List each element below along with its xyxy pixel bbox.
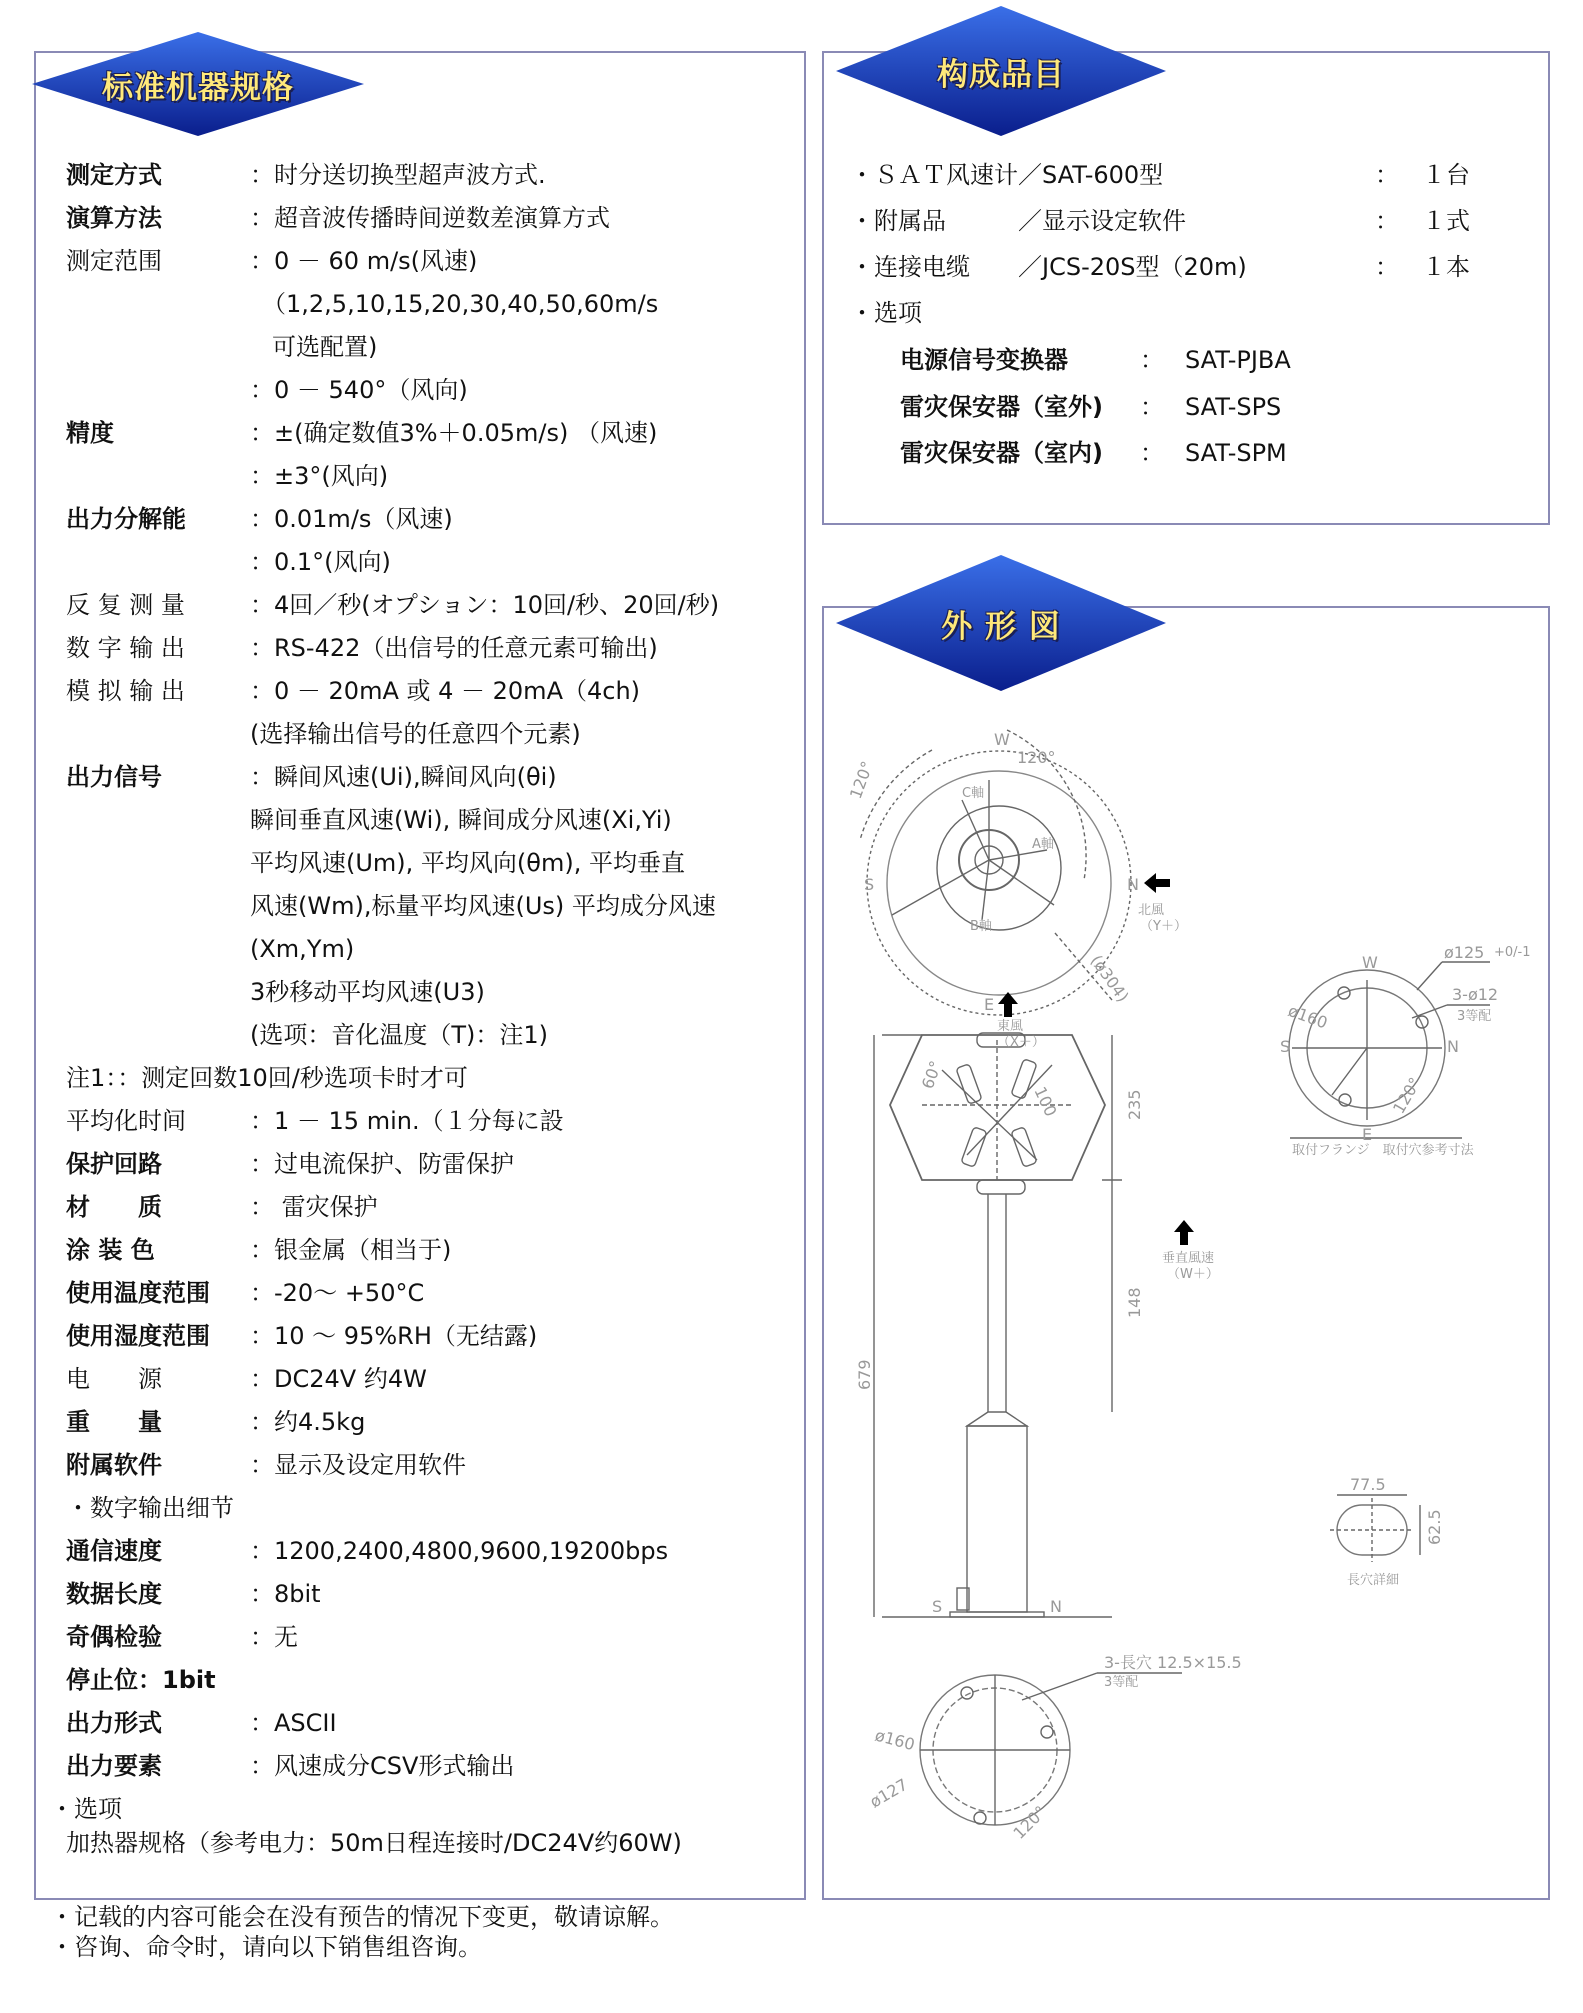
top-n-label: N [1127, 875, 1139, 894]
digital-label: 出力要素 [66, 1752, 162, 1780]
spec-value: 瞬间垂直风速(Wi), 瞬间成分风速(Xi,Yi) [250, 806, 672, 834]
spec-title: 标准机器规格 [102, 69, 294, 106]
component-sep: ： [1375, 207, 1399, 235]
flange-w: W [1362, 953, 1378, 972]
spec-value: 3秒移动平均风速(U3) [250, 978, 485, 1006]
spec-value: ：RS-422（出信号的任意元素可输出) [250, 634, 658, 662]
spec-value: 可选配置) [272, 333, 378, 361]
side-angle: 60° [917, 1058, 946, 1092]
vertical-wind-arrow-icon [1174, 1220, 1194, 1245]
east-wind-sub: （X＋） [997, 1035, 1045, 1050]
flange-n: N [1447, 1037, 1459, 1056]
side-h2: 148 [1125, 1287, 1144, 1318]
base-eq: 3等配 [1104, 1675, 1139, 1690]
footer-note-2: ・咨询、命令时，请向以下销售组咨询。 [50, 1933, 482, 1961]
side-len: 100 [1030, 1083, 1061, 1120]
flange-d160: ø160 [1285, 1000, 1331, 1033]
spec-value: ：1 － 15 min.（１分每に設 [250, 1107, 564, 1135]
base-slots: 3-長穴 12.5×15.5 [1104, 1653, 1242, 1672]
vertical-wind-label: 垂直風速 [1162, 1251, 1215, 1266]
spec-value: ：瞬间风速(Ui),瞬间风向(θi) [250, 763, 557, 791]
digital-label: 通信速度 [66, 1537, 162, 1565]
spec-label: 模 拟 输 出 [66, 677, 185, 705]
spec-value: ：-20～ +50°C [250, 1279, 425, 1307]
north-wind-sub: （Y＋） [1140, 919, 1187, 934]
top-dia: (ø304) [1086, 951, 1133, 1006]
spec-value: (选择输出信号的任意四个元素) [250, 720, 581, 748]
component-qty: １台 [1422, 161, 1470, 189]
flange-eq: 3等配 [1457, 1009, 1492, 1024]
top-w-label: W [994, 730, 1010, 749]
spec-label: 测定范围 [66, 247, 162, 275]
drawing-banner [836, 555, 1166, 691]
top-view-ring [887, 771, 1111, 995]
spec-value: ：0 － 60 m/s(风速) [250, 247, 478, 275]
spec-value: ：过电流保护、防雷保护 [250, 1150, 514, 1178]
slot-w: 77.5 [1350, 1475, 1386, 1494]
side-total: 679 [855, 1359, 874, 1390]
spec-label: 精度 [66, 419, 114, 447]
spec-value: ：0 － 20mA 或 4 － 20mA（4ch) [250, 677, 641, 705]
flange-caption: 取付フランジ 取付穴参考寸法 [1292, 1143, 1474, 1158]
top-view-outer-circle [867, 751, 1131, 1015]
side-s-label: S [932, 1597, 943, 1616]
spec-value: ：DC24V 约4W [250, 1365, 427, 1393]
spec-value: 风速(Wm),标量平均风速(Us) 平均成分风速 [250, 892, 716, 920]
component-name: ・附属品 ／显示设定软件 [850, 207, 1186, 235]
slot-h: 62.5 [1425, 1509, 1444, 1545]
spec-value: ：0 － 540°（风向) [250, 376, 468, 404]
spec-label: 材 质 [66, 1193, 162, 1221]
footer-note-1: ・记载的内容可能会在没有预告的情况下变更，敬请谅解。 [50, 1903, 674, 1931]
top-angle2: 120° [1017, 748, 1056, 767]
option-sep: ： [1140, 393, 1164, 421]
spec-value: ：0.01m/s（风速) [250, 505, 453, 533]
flange-e: E [1362, 1125, 1373, 1144]
spec-value: ：显示及设定用软件 [250, 1451, 466, 1479]
east-wind-arrow-icon [998, 992, 1018, 1017]
digital-label: 数据长度 [66, 1580, 162, 1608]
slot-caption: 長穴詳細 [1347, 1573, 1400, 1588]
spec-label: 出力分解能 [66, 505, 186, 533]
spec-value: ：0.1°(风向) [250, 548, 391, 576]
flange-tol: +0/-1 [1494, 945, 1531, 960]
top-angle1: 120° [845, 758, 877, 802]
outline-drawing [822, 690, 1550, 1898]
component-name: ・连接电缆 ／JCS-20S型（20m) [850, 253, 1247, 281]
spec-value: ：4回／秒(オプション：10回/秒、20回/秒) [250, 591, 720, 619]
option-code: SAT-PJBA [1185, 346, 1291, 374]
side-h1: 235 [1125, 1089, 1144, 1120]
components-banner [836, 6, 1166, 136]
components-option-heading: ・选项 [850, 299, 922, 327]
option-name: 电源信号变换器 [900, 346, 1068, 374]
vertical-wind-sub: （W＋） [1167, 1267, 1219, 1282]
spec-value: 平均风速(Um), 平均风向(θm), 平均垂直 [250, 849, 685, 877]
component-sep: ： [1375, 253, 1399, 281]
flange-holes: 3-ø12 [1452, 985, 1499, 1004]
base-d127: ø127 [866, 1774, 911, 1812]
top-e-label: E [984, 995, 995, 1014]
spec-label: 数 字 输 出 [66, 634, 185, 662]
base-angle: 120° [1009, 1802, 1051, 1843]
side-n-label: N [1050, 1597, 1062, 1616]
spec-label: 重 量 [66, 1408, 162, 1436]
component-name: ・ＳＡＴ风速计／SAT-600型 [850, 161, 1164, 189]
spec-label: 电 源 [66, 1365, 162, 1393]
drawing-title: 外 形 図 [941, 608, 1061, 645]
spec-value: ：10 ～ 95%RH（无结露) [250, 1322, 538, 1350]
spec-banner [32, 32, 364, 136]
digital-value: ：ASCII [250, 1709, 337, 1737]
component-sep: ： [1375, 161, 1399, 189]
spec-label: 附属软件 [66, 1451, 162, 1479]
flange-s: S [1280, 1037, 1291, 1056]
option-heading: ・选项 [50, 1795, 122, 1823]
spec-label: 演算方法 [66, 204, 162, 232]
digital-label: 出力形式 [66, 1709, 162, 1737]
component-qty: １本 [1422, 253, 1470, 281]
digital-value: ：风速成分CSV形式输出 [250, 1752, 515, 1780]
spec-label: 注1：：测定回数10回/秒选项卡时才可 [66, 1064, 468, 1092]
digital-value: ：无 [250, 1623, 298, 1651]
spec-label: 保护回路 [66, 1150, 162, 1178]
base-d160: ø160 [872, 1725, 917, 1755]
digital-value: ：1200,2400,4800,9600,19200bps [250, 1537, 669, 1565]
top-s-label: S [864, 875, 875, 894]
spec-value: ：±3°(风向) [250, 462, 389, 490]
spec-value: （1,2,5,10,15,20,30,40,50,60m/s [262, 290, 659, 318]
north-wind-arrow-icon [1144, 873, 1170, 893]
flange-d125: ø125 [1444, 943, 1485, 962]
spec-value: ：超音波传播時间逆数差演算方式 [250, 204, 610, 232]
option-code: SAT-SPS [1185, 393, 1282, 421]
digital-label: 停止位：1bit [66, 1666, 216, 1694]
b-axis-label: B軸 [970, 919, 992, 934]
spec-label: 平均化时间 [66, 1107, 186, 1135]
spec-label: 涂 装 色 [66, 1236, 155, 1264]
spec-value: ：银金属（相当于) [250, 1236, 452, 1264]
digital-label: 奇偶检验 [66, 1623, 162, 1651]
north-wind-label: 北風 [1138, 903, 1165, 918]
spec-label: 使用温度范围 [66, 1279, 210, 1307]
digital-value: ：8bit [250, 1580, 321, 1608]
digital-heading: ・数字输出细节 [66, 1494, 234, 1522]
east-wind-label: 東風 [997, 1019, 1024, 1034]
spec-label: 反 复 测 量 [66, 591, 185, 619]
option-code: SAT-SPM [1185, 439, 1287, 467]
spec-value: ： 雷灾保护 [250, 1193, 378, 1221]
spec-value: ：±(确定数值3%＋0.05m/s) （风速) [250, 419, 658, 447]
spec-label: 测定方式 [66, 161, 162, 189]
flange-angle: 120° [1389, 1074, 1425, 1117]
option-name: 雷灾保安器（室内) [900, 439, 1103, 467]
spec-value: ：约4.5kg [250, 1408, 366, 1436]
option-sep: ： [1140, 439, 1164, 467]
spec-label: 出力信号 [66, 763, 162, 791]
option-name: 雷灾保安器（室外) [900, 393, 1103, 421]
component-qty: １式 [1422, 207, 1470, 235]
c-axis-label: C軸 [962, 786, 985, 801]
a-axis-label: A軸 [1032, 837, 1054, 852]
spec-value: (选项：音化温度（T)：注1) [250, 1021, 549, 1049]
spec-value: (Xm,Ym) [250, 935, 355, 963]
option-sep: ： [1140, 346, 1164, 374]
spec-value: ：时分送切换型超声波方式. [250, 161, 546, 189]
spec-label: 使用湿度范围 [66, 1322, 210, 1350]
components-title: 构成品目 [937, 56, 1065, 93]
option-line: 加热器规格（参考电力：50m日程连接时/DC24V约60W) [66, 1829, 682, 1857]
